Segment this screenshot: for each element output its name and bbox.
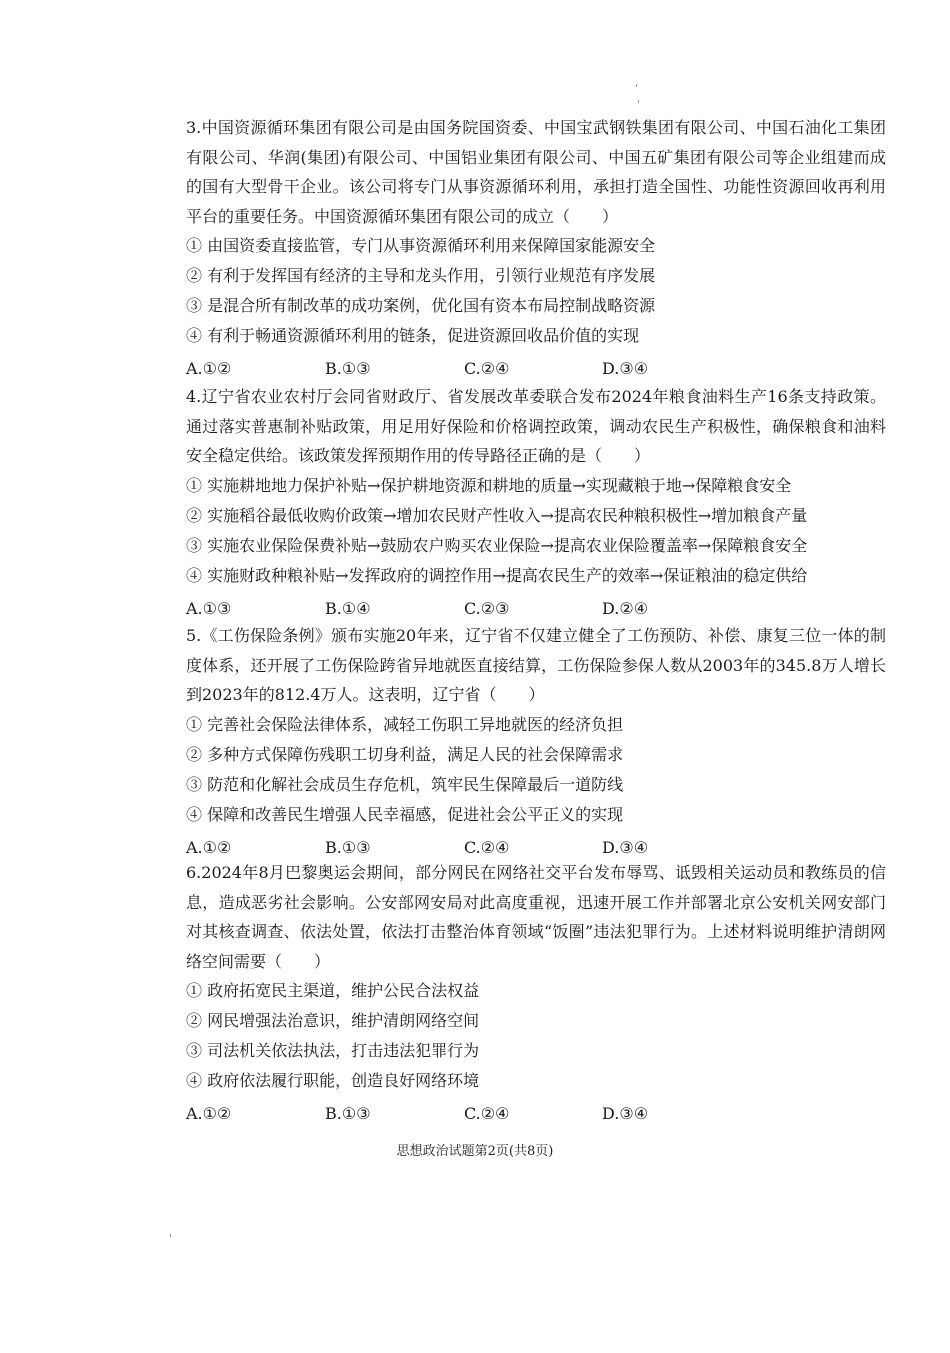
answer-choices: [186, 1099, 886, 1129]
scan-speck: [170, 1234, 171, 1237]
choice-c: C.②④: [464, 359, 510, 378]
choice-a: A.①②: [186, 1104, 232, 1123]
choice-d: D.③④: [602, 837, 649, 857]
statement-option: ③ 防范和化解社会成员生存危机，筑牢民生保障最后一道防线: [186, 774, 624, 794]
question-4: [186, 382, 886, 624]
statement-option: ③ 实施农业保险保费补贴→鼓励农户购买农业保险→提高农业保险覆盖率→保障粮食安全: [186, 535, 808, 555]
statement-option: ③ 是混合所有制改革的成功案例，优化国有资本布局控制战略资源: [186, 296, 656, 315]
statement-option: ② 有利于发挥国有经济的主导和龙头作用，引领行业规范有序发展: [186, 266, 656, 285]
statement-option: ③ 司法机关依法执法，打击违法犯罪行为: [186, 1041, 480, 1060]
statement-option: ④ 保障和改善民生增强人民幸福感，促进社会公平正义的实现: [186, 804, 624, 824]
question-stem: 4.辽宁省农业农村厅会同省财政厅、省发展改革委联合发布2024年粮食油料生产16条支持政策。通过落实普惠制补贴政策，用足用好保险和价格调控政策，调动农民生产积极性，确保粮食和油料安全稳定供给。该政策发挥预期作用的传导路径正确的是（ ）: [186, 387, 886, 465]
choice-a: A.①②: [186, 837, 232, 857]
statement-option: ② 网民增强法治意识，维护清朗网络空间: [186, 1011, 480, 1030]
choice-b: B.①③: [325, 837, 371, 857]
choice-a: A.①②: [186, 359, 232, 378]
page-footer: 思想政治试题第2页(共8页): [396, 1144, 554, 1159]
question-3: [186, 113, 886, 384]
choice-d: D.③④: [602, 1104, 649, 1123]
scan-speck: [636, 84, 637, 87]
question-stem: 5.《工伤保险条例》颁布实施20年来，辽宁省不仅建立健全了工伤预防、补偿、康复三位一体的制度体系，还开展了工伤保险跨省异地就医直接结算，工伤保险参保人数从2003年的345.8万人增长到2023年的812.4万人。这表明，辽宁省（ ）: [186, 626, 886, 704]
scan-speck: [638, 100, 639, 103]
choice-a: A.①③: [186, 598, 232, 618]
choice-d: D.③④: [602, 359, 649, 378]
answer-choices: [186, 354, 886, 384]
statement-option: ④ 有利于畅通资源循环利用的链条，促进资源回收品价值的实现: [186, 326, 640, 345]
question-5: [186, 621, 886, 863]
statement-option: ② 多种方式保障伤残职工切身利益，满足人民的社会保障需求: [186, 744, 624, 764]
statement-option: ① 由国资委直接监管，专门从事资源循环利用来保障国家能源安全: [186, 236, 656, 255]
choice-c: C.②④: [464, 837, 510, 857]
choice-c: C.②③: [464, 598, 510, 618]
statement-option: ① 完善社会保险法律体系，减轻工伤职工异地就医的经济负担: [186, 714, 624, 734]
statement-option: ① 政府拓宽民主渠道，维护公民合法权益: [186, 981, 480, 1000]
choice-b: B.①④: [325, 598, 371, 618]
statement-option: ④ 政府依法履行职能，创造良好网络环境: [186, 1071, 480, 1090]
question-stem: 6.2024年8月巴黎奥运会期间，部分网民在网络社交平台发布辱骂、诋毁相关运动员和教练员的信息，造成恶劣社会影响。公安部网安局对此高度重视，迅速开展工作并部署北京公安机关网安部门对其核查调查、依法处置，依法打击整治体育领域“饭圈”违法犯罪行为。上述材料说明维护清朗网络空间需要（ ）: [186, 863, 886, 971]
choice-c: C.②④: [464, 1104, 510, 1123]
choice-d: D.②④: [602, 598, 649, 618]
statement-option: ① 实施耕地地力保护补贴→保护耕地资源和耕地的质量→实现藏粮于地→保障粮食安全: [186, 475, 792, 495]
choice-b: B.①③: [325, 1104, 371, 1123]
answer-choices: [186, 594, 886, 624]
question-stem: 3.中国资源循环集团有限公司是由国务院国资委、中国宝武钢铁集团有限公司、中国石油化工集团有限公司、华润(集团)有限公司、中国铝业集团有限公司、中国五矿集团有限公司等企业组建而成的国有大型骨干企业。该公司将专门从事资源循环利用，承担打造全国性、功能性资源回收再利用平台的重要任务。中国资源循环集团有限公司的成立（ ）: [186, 118, 886, 226]
statement-option: ④ 实施财政种粮补贴→发挥政府的调控作用→提高农民生产的效率→保证粮油的稳定供给: [186, 565, 808, 585]
question-6: [186, 858, 886, 1129]
choice-b: B.①③: [325, 359, 371, 378]
statement-option: ② 实施稻谷最低收购价政策→增加农民财产性收入→提高农民种粮积极性→增加粮食产量: [186, 505, 808, 525]
